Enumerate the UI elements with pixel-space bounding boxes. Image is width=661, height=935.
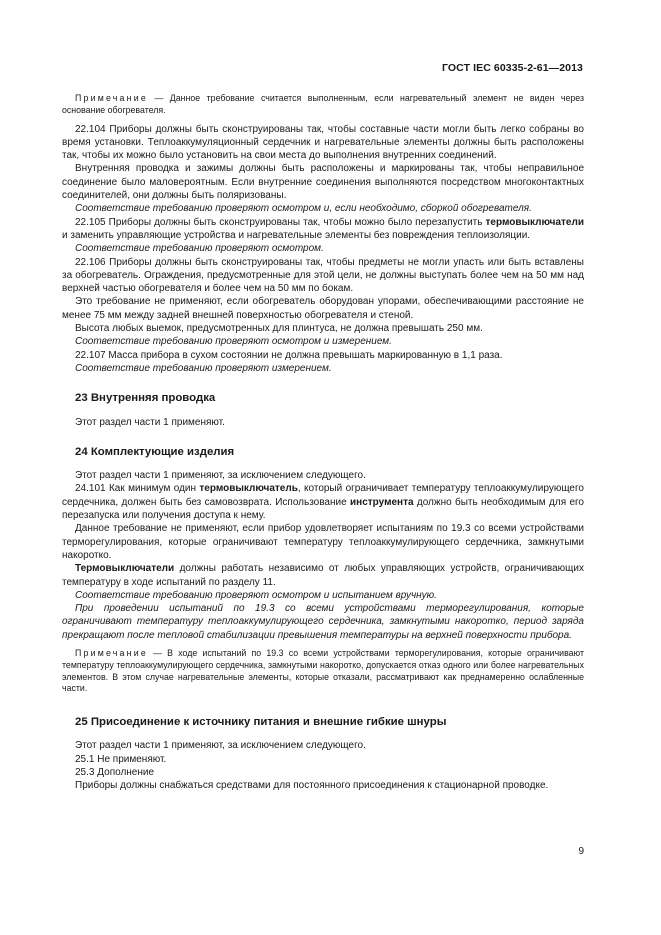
section-24-heading: 24 Комплектующие изделия <box>75 445 235 458</box>
compliance-check-2: Соответствие требованию проверяют осмотром. <box>75 243 324 255</box>
compliance-check-4: Соответствие требованию проверяют измерением. <box>75 362 332 374</box>
paragraph-thermal-cutouts: Термовыключатели должны работать независимо от любых управляющих устройств, ограничивающих температуру в ходе испытаний по разделу 11. <box>62 563 584 588</box>
clause-22-106: 22.106 Приборы должны быть сконструированы так, чтобы предметы не могли упасть или быть вставлены за обогреватель. Ограждения, предусмотренные для этой цели, не должны выступать более чем на 50 мм над верхней частью обогревателя и более чем на 50 мм по бокам. <box>62 256 584 295</box>
note-label-2: Примечание <box>75 647 148 658</box>
clause-22-107: 22.107 Масса прибора в сухом состоянии не должна превышать маркированную в 1,1 раза. <box>75 349 503 361</box>
paragraph-not-apply: Данное требование не применяют, если прибор удовлетворяет испытаниям по 19.3 со всеми устройствами терморегулирования, которые ограничивают температуру теплоаккумулирующего сердечника, замкнутыми накоротко. <box>62 523 584 561</box>
term-thermal-cutouts: термовыключатели <box>485 216 584 228</box>
note-2 <box>62 648 584 695</box>
page-number: 9 <box>578 846 584 857</box>
test-procedure: При проведении испытаний по 19.3 со всеми устройствами терморегулирования, которые ограничивают температуру теплоаккумулирующего сердечника, замкнутыми накоротко, период заряда прекращают после тепловой стабилизации превышения температуры на верхней поверхности прибора. <box>62 603 584 641</box>
clause-22-105: 22.105 Приборы должны быть сконструированы так, чтобы можно было перезапустить термовыключатели и заменить управляющие устройства и нагревательные элементы без повреждения теплоизоляции. <box>62 216 584 241</box>
note-text: — Данное требование считается выполненным, если нагревательный элемент не виден через основание обогревателя. <box>62 93 584 115</box>
paragraph-wiring: Внутренняя проводка и зажимы должны быть расположены и маркированы так, чтобы неправильное соединение было маловероятным. Если внутренние соединения выполняются посредством многоконтактных соединителей, они должны быть поляризованы. <box>62 163 584 202</box>
clause-25-3: 25.3 Дополнение <box>75 767 155 779</box>
paragraph-supply: Приборы должны снабжаться средствами для постоянного присоединения к стационарной проводке. <box>75 780 549 792</box>
section-23-heading: 23 Внутренняя проводка <box>75 392 216 405</box>
paragraph-stops: Это требование не применяют, если обогреватель оборудован упорами, обеспечивающими расстояние не менее 75 мм между задней внешней поверхностью обогревателя и стеной. <box>62 296 584 321</box>
clause-24-101: 24.101 Как минимум один термовыключатель, который ограничивает температуру теплоаккумулирующего сердечника, должен быть без самовозврата. Использование инструмента должно быть необходимым для его перезапуска или получения доступа к нему. <box>62 483 584 522</box>
term-tool: инструмента <box>350 496 414 508</box>
term-thermal-cutout: термовыключатель <box>199 483 298 495</box>
note-label: Примечание <box>75 93 148 103</box>
clause-22-104: 22.104 Приборы должны быть сконструированы так, чтобы составные части могли быть легко собраны во время установки. Теплоаккумуляционный сердечник и нагревательные элементы должны быть расположены так, чтобы их можно было установить на свои места до выполнения внутренних соединений. <box>62 123 584 162</box>
page-content <box>62 93 584 793</box>
section-25-heading: 25 Присоединение к источнику питания и внешние гибкие шнуры <box>75 716 447 729</box>
term-thermal-cutouts-2: Термовыключатели <box>75 563 175 575</box>
compliance-check-3: Соответствие требованию проверяют осмотром и измерением. <box>75 336 392 348</box>
compliance-check-1: Соответствие требованию проверяют осмотром и, если необходимо, сборкой обогревателя. <box>75 203 532 215</box>
compliance-check-5: Соответствие требованию проверяют осмотром и испытанием вручную. <box>75 589 437 601</box>
section-24-intro: Этот раздел части 1 применяют, за исключением следующего. <box>75 470 366 482</box>
paragraph-height: Высота любых выемок, предусмотренных для плинтуса, не должна превышать 250 мм. <box>75 323 483 335</box>
section-23-body: Этот раздел части 1 применяют. <box>75 416 225 428</box>
note-1 <box>62 93 584 117</box>
note-text-2: — В ходе испытаний по 19.3 со всеми устройствами терморегулирования, которые ограничивают температуру теплоаккумулирующего сердечника, замкнутыми накоротко, допускается отказ одного или более нагревательных элементов. В этом случае нагревательные элементы, которые отказали, рассматривают как преднамеренно ослабленные части. <box>62 647 584 694</box>
section-25-intro: Этот раздел части 1 применяют, за исключением следующего. <box>75 740 366 752</box>
standard-header: ГОСТ IEC 60335-2-61—2013 <box>441 62 583 74</box>
clause-25-1: 25.1 Не применяют. <box>75 753 167 765</box>
